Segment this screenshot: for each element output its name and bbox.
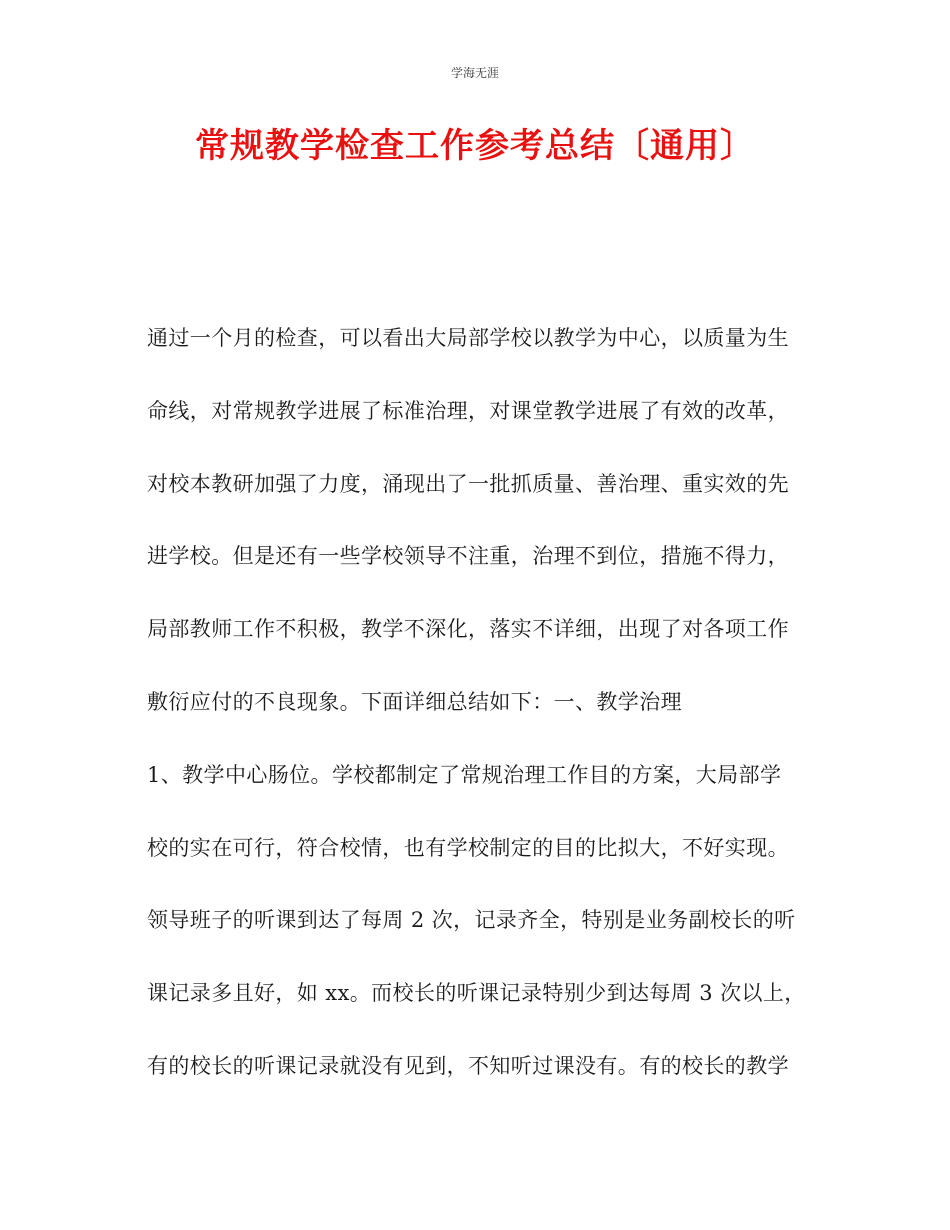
body-line: 进学校。但是还有一些学校领导不注重，治理不到位，措施不得力， [147,544,789,569]
body-line: 校的实在可行，符合校情，也有学校制定的目的比拟大，不好实现。 [147,835,789,860]
page-header: 学海无涯 [450,66,499,80]
body-line: 命线，对常规教学进展了标准治理，对课堂教学进展了有效的改革， [147,398,789,423]
body-line: 局部教师工作不积极，教学不深化，落实不详细，出现了对各项工作 [147,617,789,642]
body-line: 对校本教研加强了力度，涌现出了一批抓质量、善治理、重实效的先 [147,471,789,496]
body-line: 1、教学中心肠位。学校都制定了常规治理工作目的方案，大局部学 [147,762,782,787]
body-line: 课记录多且好，如 xx。而校长的听课记录特别少到达每周 3 次以上， [147,981,806,1006]
body-line: 领导班子的听课到达了每周 2 次，记录齐全，特别是业务副校长的听 [147,908,796,933]
body-line: 敷衍应付的不良现象。下面详细总结如下：一、教学治理 [147,689,682,714]
document-body [147,318,807,1119]
body-line: 通过一个月的检查，可以看出大局部学校以教学为中心，以质量为生 [147,326,789,350]
document-title: 常规教学检查工作参考总结〔通用〕 [195,126,755,166]
body-line: 有的校长的听课记录就没有见到，不知听过课没有。有的校长的教学 [147,1053,789,1078]
